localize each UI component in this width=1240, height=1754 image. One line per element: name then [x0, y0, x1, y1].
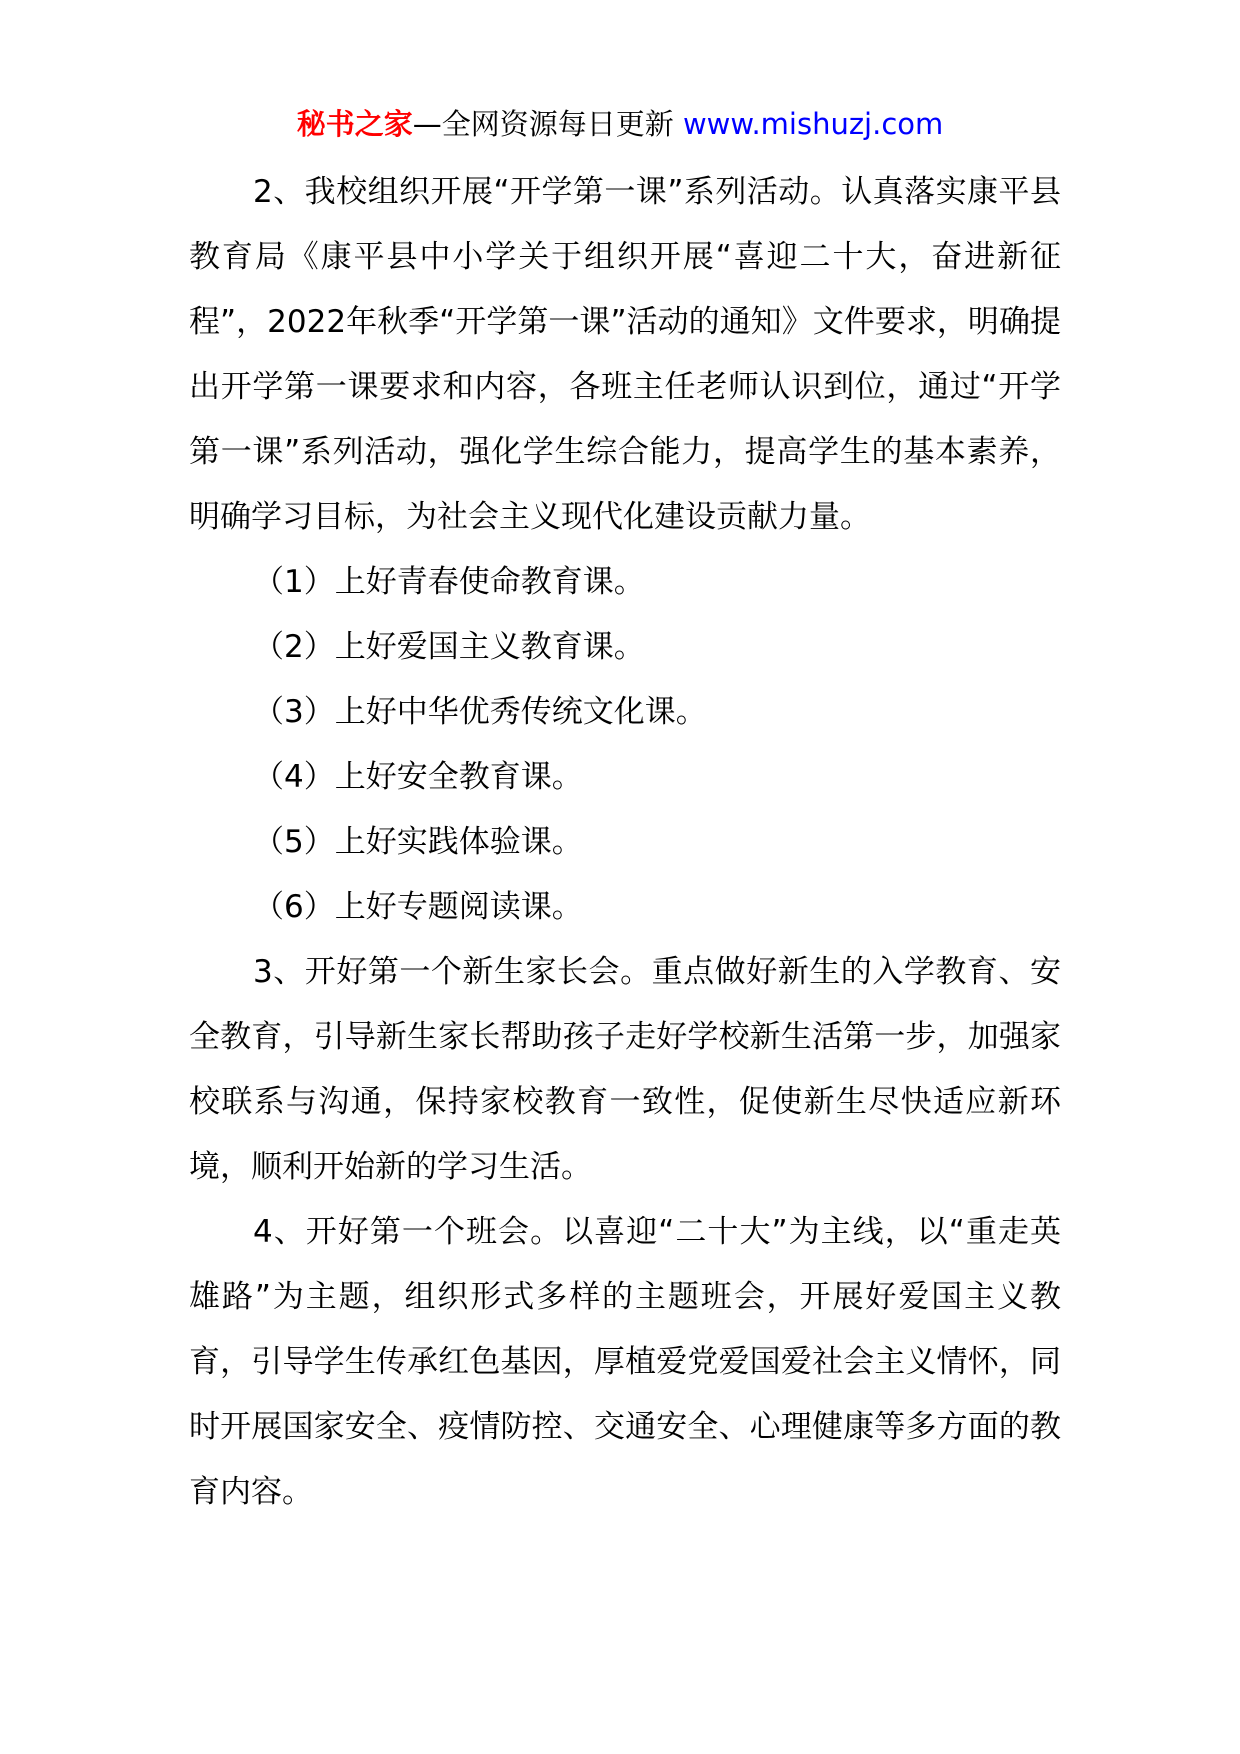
site-url-link[interactable]: www.mishuzj.com	[682, 107, 944, 141]
page-header	[0, 100, 1240, 148]
list-item: （4）上好安全教育课。	[253, 759, 583, 795]
paragraph-activity-2: 2、我校组织开展“开学第一课”系列活动。认真落实康平县教育局《康平县中小学关于组织开展“喜迎二十大，奋进新征程”，2022年秋季“开学第一课”活动的通知》文件要求，明确提出开学第一课要求和内容，各班主任老师认识到位，通过“开学第一课”系列活动，强化学生综合能力，提高学生的基本素养，明确学习目标，为社会主义现代化建设贡献力量。	[189, 174, 1061, 535]
list-item: （6）上好专题阅读课。	[253, 889, 583, 925]
list-item: （1）上好青春使命教育课。	[253, 564, 645, 600]
paragraph-activity-4: 4、开好第一个班会。以喜迎“二十大”为主线，以“重走英雄路”为主题，组织形式多样的主题班会，开展好爱国主义教育，引导学生传承红色基因，厚植爱党爱国爱社会主义情怀，同时开展国家安全、疫情防控、交通安全、心理健康等多方面的教育内容。	[189, 1214, 1061, 1510]
brand-name: 秘书之家	[296, 107, 413, 141]
paragraph-activity-3: 3、开好第一个新生家长会。重点做好新生的入学教育、安全教育，引导新生家长帮助孩子走好学校新生活第一步，加强家校联系与沟通，保持家校教育一致性，促使新生尽快适应新环境，顺利开始新的学习生活。	[189, 954, 1061, 1185]
list-item: （3）上好中华优秀传统文化课。	[253, 694, 707, 730]
list-item: （5）上好实践体验课。	[253, 824, 583, 860]
document-body	[189, 160, 1061, 1525]
header-slogan: —全网资源每日更新	[412, 107, 683, 141]
list-item: （2）上好爱国主义教育课。	[253, 629, 645, 665]
